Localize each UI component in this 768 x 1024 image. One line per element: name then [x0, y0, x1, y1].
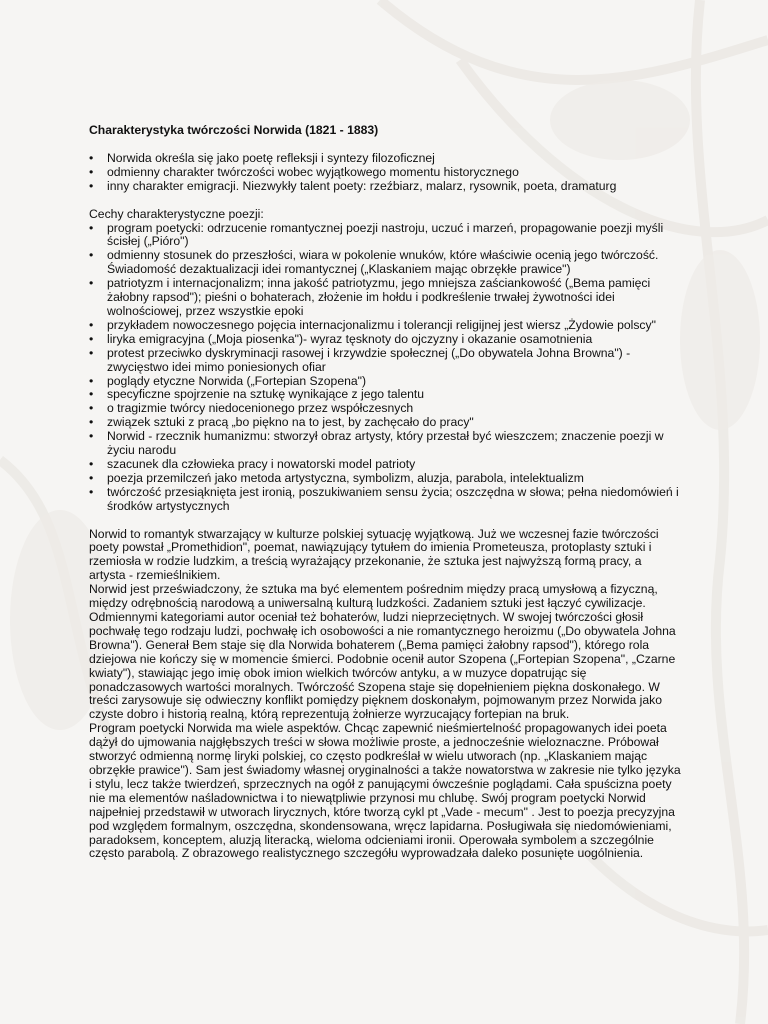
- list-item: • patriotyzm i internacjonalizm; inna jakość patriotyzmu, jego mniejsza zaściankowość („Bema pamięci żałobny rapsod"); pieśni o bohaterach, złożenie im hołdu i podkreślenie trwałej żywotności idei wolnościowej, przez wszystkie epoki: [89, 277, 681, 319]
- intro-bullet-list: [89, 152, 681, 194]
- list-item: • Norwida określa się jako poetę refleksji i syntezy filozoficznej: [89, 152, 681, 166]
- list-item: • poglądy etyczne Norwida („Fortepian Szopena"): [89, 375, 681, 389]
- list-item: • o tragizmie twórcy niedocenionego przez współczesnych: [89, 402, 681, 416]
- features-heading: Cechy charakterystyczne poezji:: [89, 206, 264, 221]
- list-item: • twórczość przesiąknięta jest ironią, poszukiwaniem sensu życia; oszczędna w słowa; pełna niedomówień i środków artystycznych: [89, 486, 681, 514]
- list-item: • specyficzne spojrzenie na sztukę wynikające z jego talentu: [89, 388, 681, 402]
- list-item: • Norwid - rzecznik humanizmu: stworzył obraz artysty, który przestał być wieszczem; znaczenie poezji w życiu narodu: [89, 430, 681, 458]
- list-item: • poezja przemilczeń jako metoda artystyczna, symbolizm, aluzja, parabola, intelektualizm: [89, 472, 681, 486]
- essay-text: [89, 528, 681, 862]
- paragraph: Norwid to romantyk stwarzający w kulturze polskiej sytuację wyjątkową. Już we wczesnej fazie twórczości poety powstał „Promethidion", poemat, nawiązujący tytułem do imienia Prometeusza, protoplasty sztuki i rzemiosła w rodzie ludzkim, a treścią wyrażający przekonanie, że sztuka jest najwyższą formą pracy, a artysta - rzemieślnikiem.: [89, 526, 659, 583]
- list-item: • odmienny charakter twórczości wobec wyjątkowego momentu historycznego: [89, 166, 681, 180]
- list-item: • szacunek dla człowieka pracy i nowatorski model patrioty: [89, 458, 681, 472]
- document-title: Charakterystyka twórczości Norwida (1821 - 1883): [89, 123, 379, 137]
- list-item: • związek sztuki z pracą „bo piękno na to jest, by zachęcało do pracy": [89, 416, 681, 430]
- list-item: • liryka emigracyjna („Moja piosenka")- wyraz tęsknoty do ojczyzny i okazanie osamotnienia: [89, 333, 681, 347]
- list-item: • inny charakter emigracji. Niezwykły talent poety: rzeźbiarz, malarz, rysownik, poeta, dramaturg: [89, 180, 681, 194]
- features-bullet-list: [89, 222, 681, 514]
- paragraph: Norwid jest przeświadczony, że sztuka ma być elementem pośrednim między pracą umysłową a fizyczną, między odrębnością narodową a uniwersalną kulturą ludzkości. Zadaniem sztuki jest łączyć cywilizacje. Odmiennymi kategoriami autor oceniał też bohaterów, ludzi nieprzeciętnych. W swojej twórczości głosił pochwałę tego rodzaju ludzi, pochwałę ich osobowości a nie romantycznego heroizmu („Do obywatela Johna Browna"). Generał Bem staje się dla Norwida bohaterem („Bema pamięci żałobny rapsod"), którego rola dziejowa nie kończy się w momencie śmierci. Podobnie ocenił autor Szopena („Fortepian Szopena", „Czarne kwiaty"), stawiając jego imię obok imion wielkich twórców antyku, a w muzyce dopatrując się ponadczasowych wartości moralnych. Twórczość Szopena staje się dopełnieniem piękna doskonałego. W treści zarysowuje się odwieczny konflikt pomiędzy pięknem doskonałym, pojmowanym przez Norwida jako czyste dobro i historią realną, którą reprezentują żołnierze wyrzucający fortepian na bruk.: [89, 582, 676, 722]
- list-item: • odmienny stosunek do przeszłości, wiara w pokolenie wnuków, które właściwie ocenią jego twórczość. Świadomość dezaktualizacji idei romantycznej („Klaskaniem mając obrzękłe prawice"): [89, 249, 681, 277]
- list-item: • protest przeciwko dyskryminacji rasowej i krzywdzie społecznej („Do obywatela Johna Browna") - zwycięstwo idei mimo poniesionych ofiar: [89, 347, 681, 375]
- list-item: • przykładem nowoczesnego pojęcia internacjonalizmu i tolerancji religijnej jest wiersz „Żydowie polscy": [89, 319, 681, 333]
- document-body: [89, 124, 681, 861]
- paragraph: Program poetycki Norwida ma wiele aspektów. Chcąc zapewnić nieśmiertelność propagowanych idei poeta dążył do ujmowania najgłębszych treści w słowa możliwie proste, a jednocześnie wieloznaczne. Próbował stworzyć odmienną normę liryki polskiej, co często podkreślał w wielu utworach (np. „Klaskaniem mając obrzękłe prawice"). Sam jest świadomy własnej oryginalności a także nowatorstwa w zakresie nie tylko języka i stylu, lecz także twierdzeń, sprzecznych na ogół z panującymi ówcześnie poglądami. Cała spuścizna poety nie ma elementów naśladownictwa i to niewątpliwie przynosi mu chlubę. Swój program poetycki Norwid najpełniej przedstawił w utworach lirycznych, które tworzą cykl pt „Vade - mecum" . Jest to poezja precyzyjna pod względem formalnym, oszczędna, skondensowana, wręcz lapidarna. Posługiwała się niedomówieniami, paradoksem, konceptem, aluzją literacką, wieloma odcieniami ironii. Operowała symbolem a szczególnie często parabolą. Z obrazowego realistycznego szczegółu wyprowadzała daleko posunięte uogólnienia.: [89, 721, 681, 861]
- list-item: • program poetycki: odrzucenie romantycznej poezji nastroju, uczuć i marzeń, propagowanie poezji myśli ścisłej („Pióro"): [89, 222, 681, 250]
